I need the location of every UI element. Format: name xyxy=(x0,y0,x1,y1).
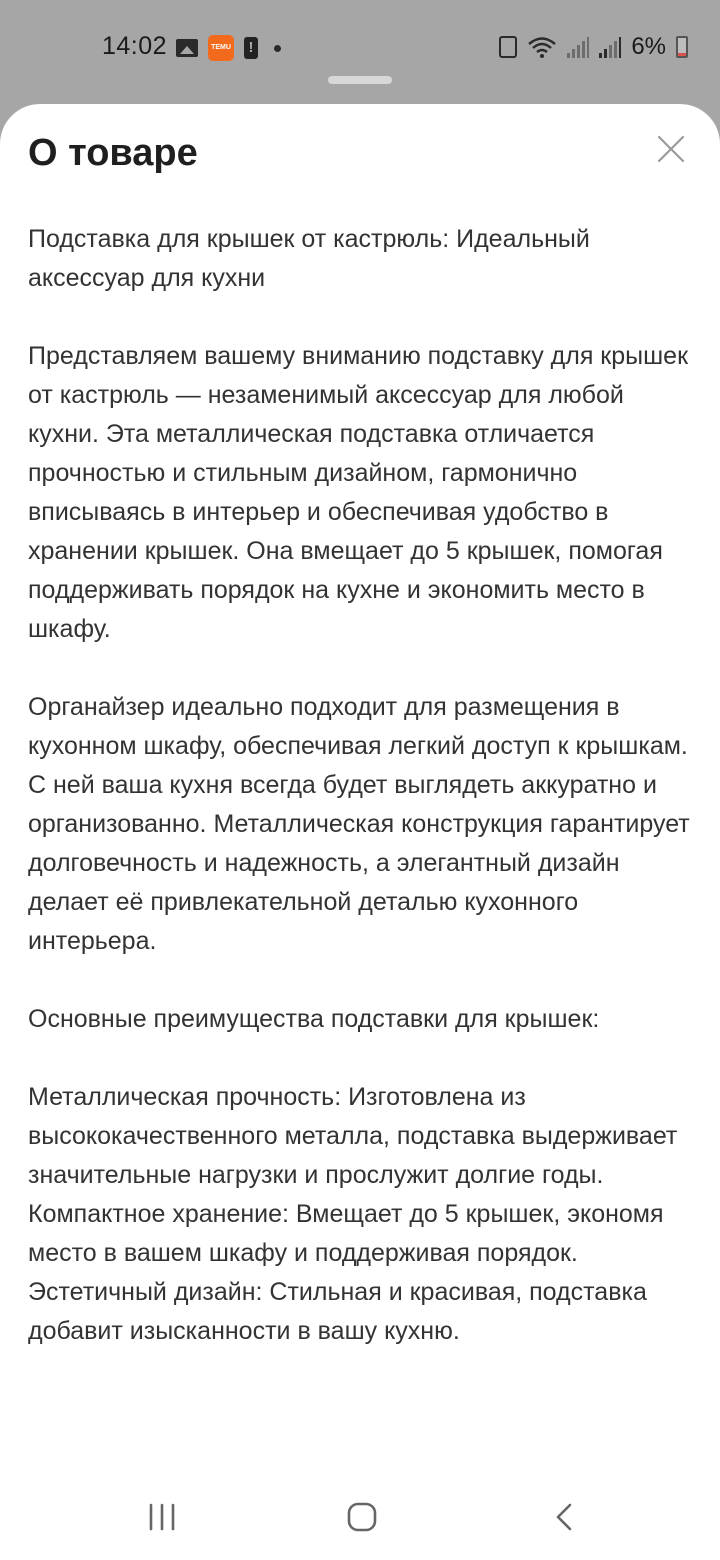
gallery-icon xyxy=(176,39,198,57)
temu-icon: TEMU xyxy=(208,35,234,61)
description-paragraph: Органайзер идеально подходит для размещения в кухонном шкафу, обеспечивая легкий доступ к крышкам. С ней ваша кухня всегда будет выглядеть аккуратно и организованно. Металлическая конструкция гарантирует долговечность и надежность, а элегантный дизайн делает её привлекательной деталью кухонного интерьера. xyxy=(28,693,690,955)
description-paragraph: Представляем вашему вниманию подставку для крышек от кастрюль — незаменимый аксессуар для любой кухни. Эта металлическая подставка отличается прочностью и стильным дизайном, гармонично вписываясь в интерьер и обеспечивая удобство в хранении крышек. Она вмещает до 5 крышек, помогая поддерживать порядок на кухне и экономить место в шкафу. xyxy=(28,342,689,643)
product-info-sheet xyxy=(0,104,720,1560)
recycle-icon xyxy=(499,36,517,58)
back-icon xyxy=(554,1502,574,1532)
close-button[interactable] xyxy=(650,128,692,170)
back-button[interactable] xyxy=(534,1492,594,1542)
sheet-drag-handle[interactable] xyxy=(328,76,392,84)
benefits-heading: Основные преимущества подставки для крышек: xyxy=(28,1005,600,1033)
signal-icon-2 xyxy=(599,36,621,58)
signal-icon xyxy=(567,36,589,58)
home-button[interactable] xyxy=(332,1492,392,1542)
battery-alert-icon xyxy=(244,37,258,59)
benefit-item: Металлическая прочность: Изготовлена из высококачественного металла, подставка выдерживает значительные нагрузки и прослужит долгие годы. xyxy=(28,1083,678,1189)
more-notifications-dot-icon xyxy=(274,45,281,52)
recent-apps-button[interactable] xyxy=(132,1492,192,1542)
sheet-title: О товаре xyxy=(28,132,198,174)
status-time: 14:02 xyxy=(102,32,168,60)
product-description xyxy=(28,220,696,1476)
benefit-item: Компактное хранение: Вмещает до 5 крышек, экономя место в вашем шкафу и поддерживая порядок. xyxy=(28,1200,664,1267)
description-heading: Подставка для крышек от кастрюль: Идеальный аксессуар для кухни xyxy=(28,225,590,292)
notification-icons xyxy=(176,35,281,61)
battery-percent: 6% xyxy=(631,33,666,60)
home-icon xyxy=(346,1501,378,1533)
wifi-icon xyxy=(527,35,557,59)
recent-apps-icon xyxy=(147,1503,177,1531)
benefit-item: Эстетичный дизайн: Стильная и красивая, подставка добавит изысканности в вашу кухню. xyxy=(28,1278,647,1345)
system-icons xyxy=(499,33,688,61)
battery-icon xyxy=(676,36,688,58)
close-icon xyxy=(657,135,685,163)
navigation-bar xyxy=(0,1470,720,1560)
